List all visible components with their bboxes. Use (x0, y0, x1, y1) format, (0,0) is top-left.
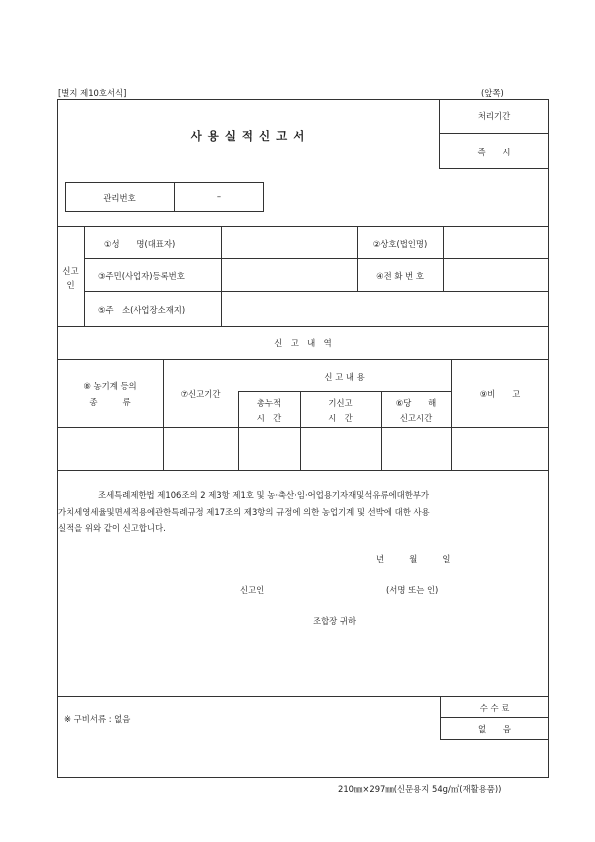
processing-period-value: 즉 시 (477, 147, 511, 157)
address-label: ⑤주 소(사업장소재지) (98, 305, 186, 315)
total-hours-cell[interactable] (239, 428, 299, 469)
note-cell[interactable] (452, 428, 548, 469)
statement-line-2: 가치세영세율및면세적용에관한특례규정 제17조의 제3항의 규정에 의한 농업기계 및 선박에 대한 사용 (58, 507, 430, 517)
report-period-cell[interactable] (164, 428, 237, 469)
current-hours-cell[interactable] (382, 428, 450, 469)
reporter-label-line2: 인 (66, 280, 75, 290)
form-number: [별지 제10호서식] (58, 88, 127, 98)
statement-line-3: 실적을 위와 같이 신고합니다. (58, 523, 166, 533)
note-header: ⑨비 고 (479, 389, 521, 399)
report-details-title: 신 고 내 역 (274, 338, 332, 348)
processing-period-label: 처리기간 (477, 111, 511, 121)
trade-name-field[interactable] (444, 227, 548, 257)
date-line: 년 월 일 (376, 554, 451, 564)
registration-number-field[interactable] (222, 259, 356, 290)
paper-spec: 210㎜×297㎜(신문용지 54g/㎡(재활용품)) (338, 784, 502, 794)
previous-hours-header-line1: 기신고 (328, 398, 353, 408)
previous-hours-cell[interactable] (301, 428, 380, 469)
total-hours-header-line1: 총누적 (256, 398, 282, 408)
reporter-signature-label: 신고인 (240, 585, 265, 595)
fee-value: 없 음 (478, 724, 511, 734)
report-period-header: ⑦신고기간 (180, 389, 221, 399)
statement-line-1: 조세특례제한법 제106조의 2 제3항 제1호 및 농·축산·임·어업용기자재및석유류에대한부가 (98, 490, 429, 500)
machine-type-cell[interactable] (58, 428, 162, 469)
management-number-value: – (216, 191, 222, 201)
machine-type-header-line1: ⑧ 농기계 등의 (83, 381, 137, 391)
phone-label: ④전 화 번 호 (376, 271, 424, 281)
previous-hours-header-line2: 시 간 (328, 413, 353, 423)
page-side-label: (앞쪽) (481, 88, 504, 98)
name-field[interactable] (222, 227, 356, 257)
report-content-header: 신 고 내 용 (324, 372, 365, 382)
reporter-label-line1: 신고 (62, 266, 79, 276)
current-hours-header-line2: 신고시간 (399, 413, 433, 423)
machine-type-header-line2: 종 류 (89, 397, 131, 407)
trade-name-label: ②상호(법인명) (372, 239, 428, 249)
current-hours-header-line1: ⑥당 해 (395, 398, 437, 408)
address-field[interactable] (222, 292, 548, 325)
addressee: 조합장 귀하 (313, 616, 357, 626)
document-title: 사 용 실 적 신 고 서 (190, 129, 306, 143)
total-hours-header-line2: 시 간 (256, 413, 282, 423)
name-label: ①성 명(대표자) (104, 239, 176, 249)
required-documents: ※ 구비서류 : 없음 (64, 714, 131, 724)
fee-label: 수 수 료 (479, 703, 510, 713)
management-number-label: 관리번호 (103, 193, 136, 203)
phone-field[interactable] (444, 259, 548, 290)
registration-number-label: ③주민(사업자)등록번호 (98, 271, 185, 281)
signature-note: (서명 또는 인) (386, 585, 439, 595)
